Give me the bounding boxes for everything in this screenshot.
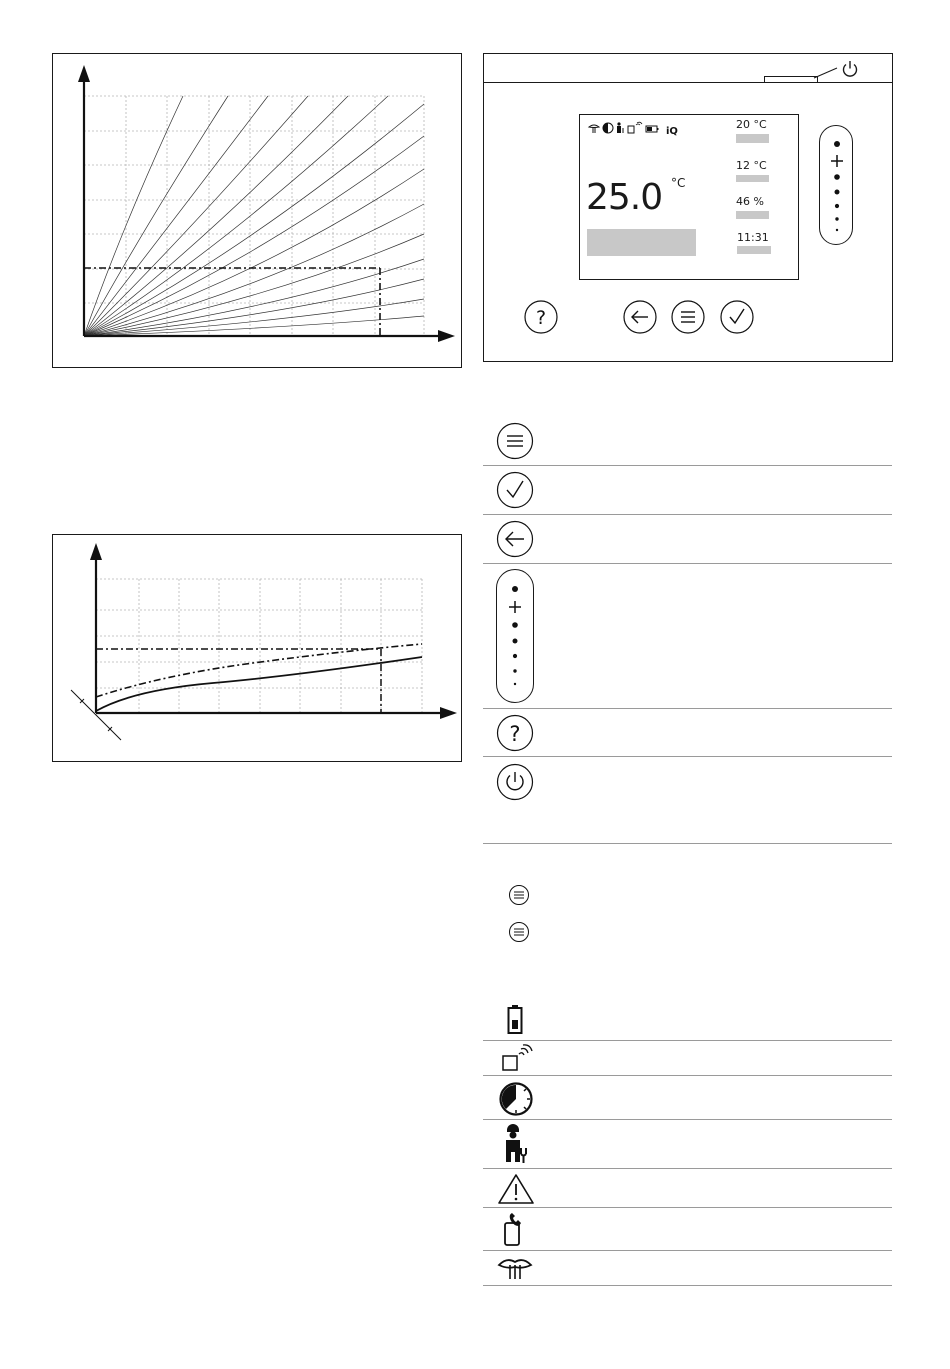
readout-1: 20 °C: [736, 118, 767, 131]
row-divider: [483, 1040, 892, 1041]
confirm-button[interactable]: [720, 300, 754, 334]
lcd-screen: [579, 114, 799, 280]
readout-2: 12 °C: [736, 159, 767, 172]
offset-curve-plot: [53, 535, 463, 763]
nose-mouth-icon: [497, 1255, 533, 1281]
svg-text:iQ: iQ: [666, 126, 678, 137]
row-divider: [483, 756, 892, 757]
svg-text:?: ?: [535, 307, 547, 329]
wireless-device-icon: [502, 1046, 532, 1072]
back-button[interactable]: [623, 300, 657, 334]
readout-2-bar: [736, 175, 769, 182]
message-bar: [587, 229, 696, 256]
main-temperature-unit: °C: [671, 176, 686, 190]
phone-call-icon: [503, 1211, 525, 1247]
row-divider: [483, 1119, 892, 1120]
readout-4-bar: [737, 246, 771, 254]
row-divider: [483, 1168, 892, 1169]
level-slider[interactable]: [819, 125, 853, 245]
back-arrow-icon: [496, 520, 534, 558]
battery-icon: [507, 1005, 523, 1035]
row-divider: [483, 514, 892, 515]
menu-icon-small: [508, 884, 530, 906]
row-divider: [483, 1207, 892, 1208]
row-divider: [483, 708, 892, 709]
row-divider: [483, 563, 892, 564]
lcd-status-icons: [588, 122, 688, 136]
row-divider: [483, 1250, 892, 1251]
power-icon: [496, 763, 534, 801]
level-slider-icon: [496, 569, 534, 703]
timer-clock-icon: [498, 1081, 534, 1117]
service-technician-icon: [504, 1124, 528, 1164]
menu-icon: [496, 422, 534, 460]
row-divider: [483, 843, 892, 844]
warning-icon: [497, 1173, 535, 1205]
readout-3-bar: [736, 211, 769, 219]
controller-panel: [483, 53, 893, 362]
row-divider: [483, 1285, 892, 1286]
svg-text:?: ?: [509, 722, 521, 746]
offset-curve-chart: [52, 534, 462, 762]
menu-icon-small: [508, 921, 530, 943]
row-divider: [483, 465, 892, 466]
main-temperature: 25.0: [586, 177, 663, 218]
help-icon: [496, 714, 534, 752]
help-button[interactable]: [524, 300, 558, 334]
readout-4: 11:31: [737, 231, 769, 244]
heating-curve-plot: [53, 54, 463, 369]
heating-curve-chart: [52, 53, 462, 368]
readout-3: 46 %: [736, 195, 764, 208]
power-button-housing: [764, 76, 818, 82]
power-icon[interactable]: [841, 60, 859, 78]
menu-button[interactable]: [671, 300, 705, 334]
check-icon: [496, 471, 534, 509]
readout-1-bar: [736, 134, 769, 143]
row-divider: [483, 1075, 892, 1076]
